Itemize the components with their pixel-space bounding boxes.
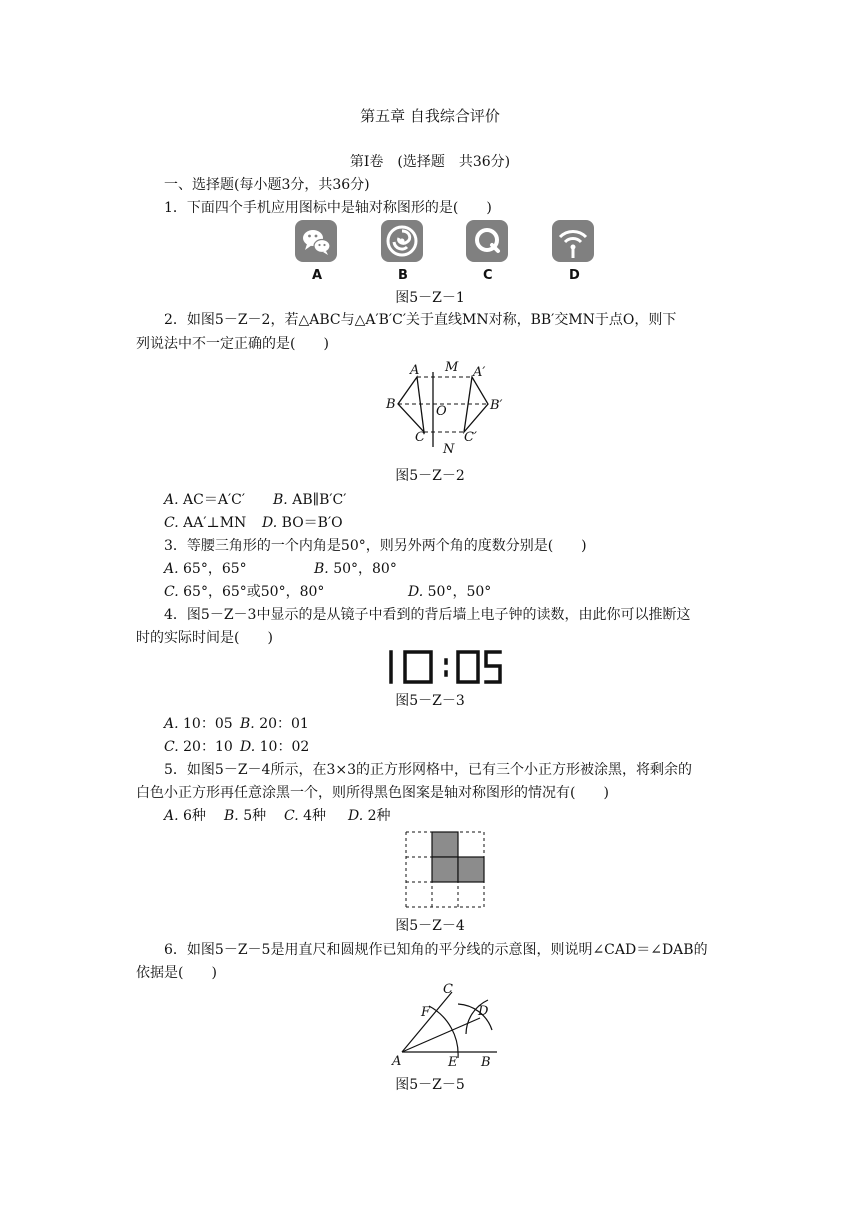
q2-option-b: AB∥B′C′	[292, 492, 347, 508]
fig5-label-e: E	[448, 1055, 458, 1070]
q2-option-d: BO＝B′O	[281, 515, 343, 531]
swirl-icon	[381, 220, 423, 262]
q2-option-d-wrap	[262, 513, 343, 533]
q4-option-a: 10：05	[183, 716, 233, 732]
shaded-cell-top-middle	[432, 832, 458, 857]
q4-option-a-wrap	[164, 714, 233, 734]
q5-option-d-letter: D.	[348, 808, 364, 824]
q4-option-c: 20：10	[183, 739, 233, 755]
q2-option-c: AA′⊥MN	[183, 515, 247, 531]
fig2-label-b: B	[386, 397, 396, 412]
q2-option-a-letter: A.	[164, 492, 179, 508]
question-3-text: 3．等腰三角形的一个内角是50°，则另外两个角的度数分别是( )	[164, 538, 587, 554]
q5-option-d-wrap	[348, 806, 391, 826]
shaded-cell-middle-right	[458, 857, 484, 882]
icon-label-b: B	[398, 268, 408, 283]
figure-caption-3: 图5－Z－3	[395, 693, 465, 709]
fig2-label-o: O	[436, 404, 447, 419]
icon-label-d: D	[569, 268, 580, 283]
figure-caption-1: 图5－Z－1	[395, 290, 465, 306]
question-6-line-1: 6．如图5－Z－5是用直尺和圆规作已知角的平分线的示意图，则说明∠CAD＝∠DAB的	[164, 942, 708, 958]
q5-option-c: 4种	[303, 808, 327, 824]
chapter-title: 第五章 自我综合评价	[360, 107, 500, 125]
q3-option-d: 50°，50°	[427, 584, 492, 600]
figure-caption-5: 图5－Z－5	[395, 1077, 465, 1093]
q2-option-b-letter: B.	[273, 492, 288, 508]
q3-option-b-wrap	[314, 559, 397, 579]
q5-option-c-wrap	[284, 806, 326, 826]
q5-option-b-letter: B.	[224, 808, 239, 824]
q5-option-c-letter: C.	[284, 808, 299, 824]
icon-label-a: A	[312, 268, 323, 283]
q3-option-a-letter: A.	[164, 561, 179, 577]
fig2-label-a: A	[410, 363, 420, 378]
question-2-line-1: 2．如图5－Z－2，若△ABC与△A′B′C′关于直线MN对称，BB′交MN于点O，则下	[164, 312, 677, 328]
fig2-label-c-prime: C′	[464, 430, 477, 445]
q3-option-d-letter: D.	[408, 584, 424, 600]
figure-caption-2: 图5－Z－2	[395, 468, 465, 484]
question-4-line-1: 4．图5－Z－3中显示的是从镜子中看到的背后墙上电子钟的读数，由此你可以推断这	[164, 607, 691, 623]
question-2-line-2: 列说法中不一定正确的是( )	[136, 336, 329, 352]
q3-option-d-wrap	[408, 582, 491, 602]
fig2-label-c: C	[415, 430, 425, 445]
q4-option-d: 10：02	[259, 739, 310, 755]
part-heading: 一、选择题(每小题3分，共36分)	[164, 177, 370, 193]
q3-option-a-wrap	[164, 559, 247, 579]
search-q-icon	[466, 220, 508, 262]
q4-option-c-letter: C.	[164, 739, 179, 755]
question-6-line-2: 依据是( )	[136, 965, 217, 981]
q5-option-a: 6种	[183, 808, 206, 824]
section-header: 第Ⅰ卷 (选择题 共36分)	[349, 154, 511, 170]
q3-option-b-letter: B.	[314, 561, 329, 577]
fig2-label-a-prime: A′	[473, 365, 486, 380]
q2-option-b-wrap	[273, 490, 346, 510]
fig5-label-c: C	[443, 982, 453, 997]
fig5-label-d: D	[478, 1004, 489, 1019]
fig2-label-b-prime: B′	[490, 398, 503, 413]
q3-option-b: 50°，80°	[333, 561, 397, 577]
q5-option-a-wrap	[164, 806, 206, 826]
fig5-label-b: B	[481, 1055, 491, 1070]
q3-option-c: 65°，65°或50°，80°	[183, 584, 325, 600]
figure-caption-4: 图5－Z－4	[395, 918, 465, 934]
q2-option-a: AC＝A′C′	[183, 492, 246, 508]
fig2-label-m: M	[445, 360, 459, 375]
q5-option-b-wrap	[224, 806, 266, 826]
q2-option-d-letter: D.	[262, 515, 278, 531]
q3-option-a: 65°，65°	[183, 561, 247, 577]
fig5-label-f: F	[421, 1005, 431, 1020]
q5-option-a-letter: A.	[164, 808, 179, 824]
q4-option-d-wrap	[240, 737, 309, 757]
icon-label-c: C	[483, 268, 493, 283]
fig2-label-n: N	[443, 442, 455, 457]
fig5-label-a: A	[392, 1054, 402, 1069]
shaded-cell-middle-middle	[432, 857, 458, 882]
question-1-text: 1．下面四个手机应用图标中是轴对称图形的是( )	[164, 200, 492, 216]
wifi-icon	[552, 220, 594, 262]
q4-option-c-wrap	[164, 737, 233, 757]
question-5-line-1: 5．如图5－Z－4所示，在3×3的正方形网格中，已有三个小正方形被涂黑，将剩余的	[164, 762, 692, 778]
q2-options-row-1	[164, 490, 245, 510]
q4-option-b-letter: B.	[240, 716, 255, 732]
question-4-line-2: 时的实际时间是( )	[136, 630, 273, 646]
q3-option-c-wrap	[164, 582, 324, 602]
q4-option-d-letter: D.	[240, 739, 256, 755]
q2-options-row-2	[164, 513, 246, 533]
q4-option-b: 20：01	[259, 716, 309, 732]
q5-option-b: 5种	[243, 808, 267, 824]
q5-option-d: 2种	[367, 808, 391, 824]
q4-option-b-wrap	[240, 714, 309, 734]
q3-option-c-letter: C.	[164, 584, 179, 600]
q4-option-a-letter: A.	[164, 716, 179, 732]
question-5-line-2: 白色小正方形再任意涂黑一个，则所得黑色图案是轴对称图形的情况有( )	[136, 785, 609, 801]
wechat-icon	[295, 220, 337, 262]
q2-option-c-letter: C.	[164, 515, 179, 531]
